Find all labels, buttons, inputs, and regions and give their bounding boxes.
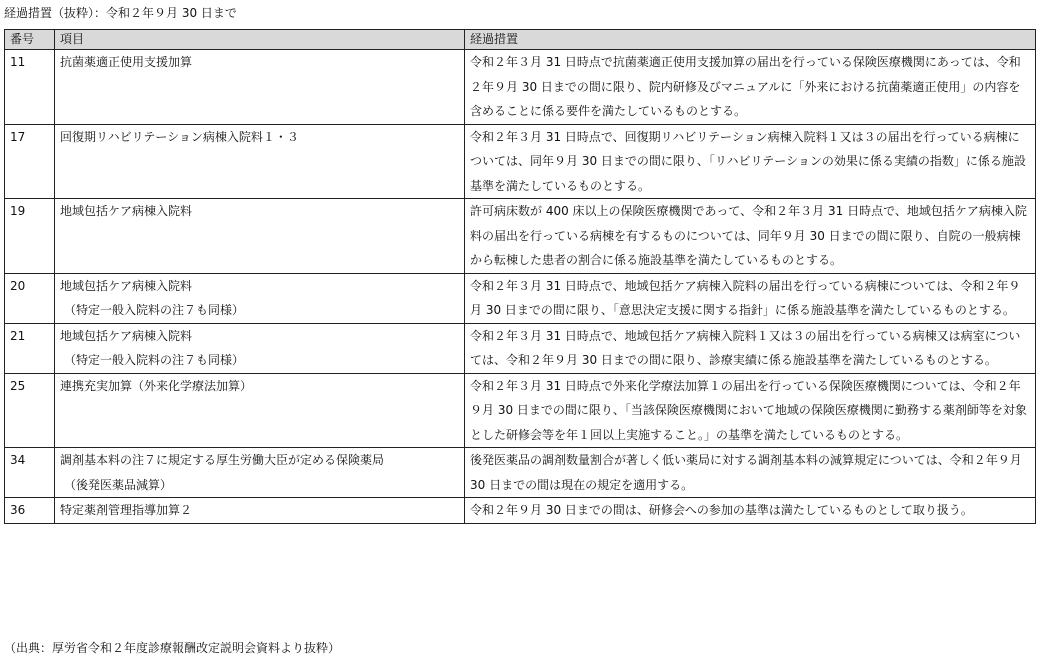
row-item	[55, 273, 465, 323]
row-item-line: 抗菌薬適正使用支援加算	[60, 55, 193, 69]
row-item	[55, 50, 465, 125]
row-number: 21	[5, 323, 55, 373]
row-item-line: （後発医薬品減算）	[64, 477, 173, 492]
row-measure: 令和２年３月 31 日時点で、回復期リハビリテーション病棟入院料１又は３の届出を行っている病棟については、同年９月 30 日までの間に限り、「リハビリテーションの効果に係る実績の指数」に係る施設基準を満たしているものとする。	[465, 124, 1036, 199]
row-item	[55, 498, 465, 524]
transitional-measures-table	[4, 29, 1036, 524]
row-number: 25	[5, 373, 55, 448]
row-number: 11	[5, 50, 55, 125]
row-measure: 令和２年３月 31 日時点で、地域包括ケア病棟入院料の届出を行っている病棟については、令和２年９月 30 日までの間に限り、「意思決定支援に関する指針」に係る施設基準を満たしているものとする。	[465, 273, 1036, 323]
table-row	[5, 498, 1036, 524]
header-measure: 経過措置	[465, 30, 1036, 50]
row-item	[55, 323, 465, 373]
row-measure: 令和２年３月 31 日時点で、地域包括ケア病棟入院料１又は３の届出を行っている病棟又は病室については、令和２年９月 30 日までの間に限り、診療実績に係る施設基準を満たしているものとする。	[465, 323, 1036, 373]
row-measure: 許可病床数が 400 床以上の保険医療機関であって、令和２年３月 31 日時点で、地域包括ケア病棟入院料の届出を行っている病棟を有するものについては、同年９月 30 日までの間に限り、自院の一般病棟から転棟した患者の割合に係る施設基準を満たしているものとする。	[465, 199, 1036, 274]
table-row	[5, 448, 1036, 498]
table-caption: 経過措置（抜粋）：令和２年９月 30 日まで	[4, 6, 237, 20]
row-measure: 令和２年３月 31 日時点で外来化学療法加算１の届出を行っている保険医療機関については、令和２年９月 30 日までの間に限り、「当該保険医療機関において地域の保険医療機関に勤務する薬剤師等を対象とした研修会等を年１回以上実施すること。」の基準を満たしているものとする。	[465, 373, 1036, 448]
row-item	[55, 448, 465, 498]
table-row	[5, 273, 1036, 323]
row-measure: 令和２年９月 30 日までの間は、研修会への参加の基準は満たしているものとして取り扱う。	[465, 498, 1036, 524]
row-item	[55, 124, 465, 199]
row-number: 17	[5, 124, 55, 199]
row-item-line: 調剤基本料の注７に規定する厚生労働大臣が定める保険薬局	[60, 453, 385, 467]
table-header-row	[5, 30, 1036, 50]
row-item-line: 特定薬剤管理指導加算２	[60, 503, 193, 517]
row-item	[55, 373, 465, 448]
table-row	[5, 323, 1036, 373]
table-row	[5, 373, 1036, 448]
row-item-line: 連携充実加算（外来化学療法加算）	[60, 378, 253, 393]
row-item-line: （特定一般入院料の注７も同様）	[64, 303, 245, 317]
row-number: 20	[5, 273, 55, 323]
header-number: 番号	[5, 30, 55, 50]
source-note: （出典：厚労省令和２年度診療報酬改定説明会資料より抜粋）	[4, 641, 341, 655]
table-row	[5, 50, 1036, 125]
table-row	[5, 199, 1036, 274]
row-number: 34	[5, 448, 55, 498]
row-measure: 後発医薬品の調剤数量割合が著しく低い薬局に対する調剤基本料の減算規定については、令和２年９月 30 日までの間は現在の規定を適用する。	[465, 448, 1036, 498]
row-item-line: 回復期リハビリテーション病棟入院料１・３	[60, 129, 299, 144]
table-body	[5, 50, 1036, 524]
row-item-line: 地域包括ケア病棟入院料	[60, 278, 193, 293]
row-item-line: 地域包括ケア病棟入院料	[60, 204, 193, 218]
table-row	[5, 124, 1036, 199]
row-item-line: （特定一般入院料の注７も同様）	[64, 353, 245, 367]
row-item-line: 地域包括ケア病棟入院料	[60, 328, 193, 343]
header-item: 項目	[55, 30, 465, 50]
row-number: 19	[5, 199, 55, 274]
row-item	[55, 199, 465, 274]
row-measure: 令和２年３月 31 日時点で抗菌薬適正使用支援加算の届出を行っている保険医療機関にあっては、令和２年９月 30 日までの間に限り、院内研修及びマニュアルに「外来における抗菌薬適正使用」の内容を含めることに係る要件を満たしているものとする。	[465, 50, 1036, 125]
row-number: 36	[5, 498, 55, 524]
